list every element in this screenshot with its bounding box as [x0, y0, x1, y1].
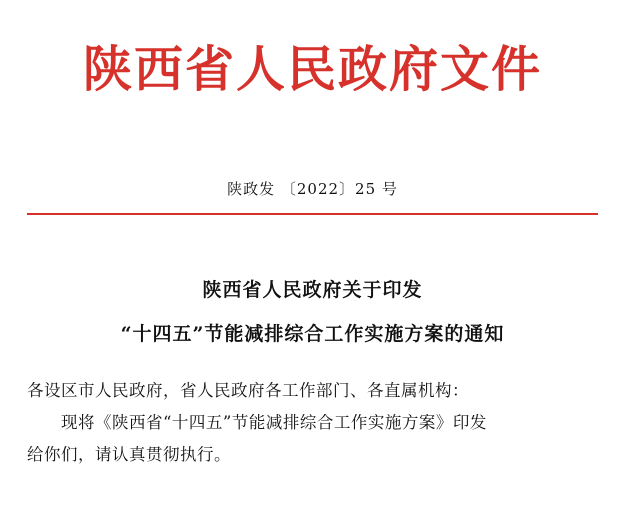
red-divider-rule: [27, 213, 598, 215]
heading-line-2: “十四五”节能减排综合工作实施方案的通知: [120, 323, 505, 345]
document-title: 陕西省人民政府文件: [82, 40, 542, 98]
body-paragraph-2: 给你们，请认真贯彻执行。: [27, 445, 231, 464]
document-number: 陕政发 〔2022〕25 号: [227, 180, 398, 198]
heading-line-1: 陕西省人民政府关于印发: [202, 279, 423, 301]
document-body: [27, 375, 598, 471]
body-paragraph-1: 现将《陕西省“十四五”节能减排综合工作实施方案》印发: [61, 413, 487, 432]
body-paragraph-salutation: 各设区市人民政府，省人民政府各工作部门、各直属机构：: [27, 381, 469, 400]
document-heading: [0, 268, 625, 356]
